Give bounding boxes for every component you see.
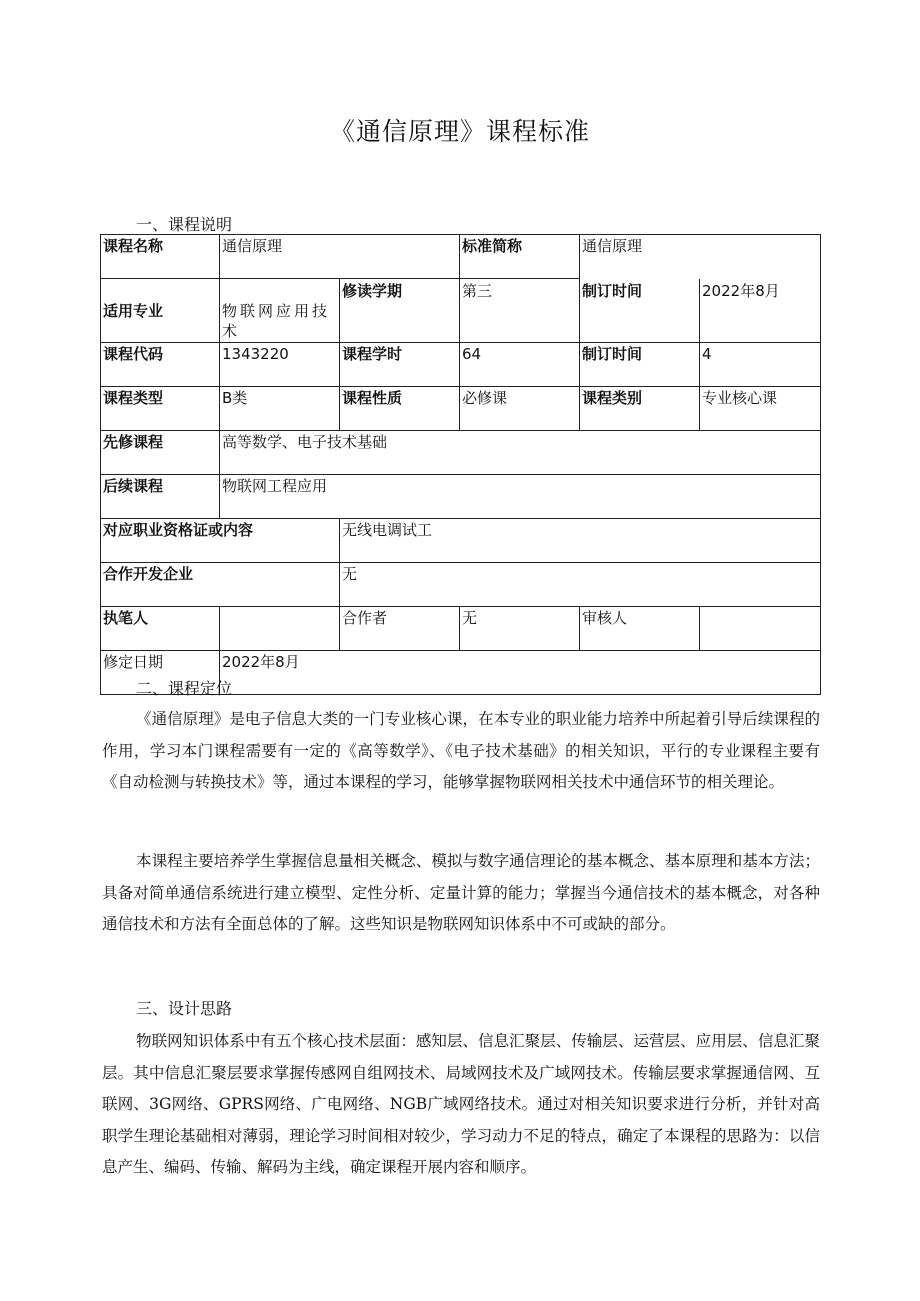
label-hours: 课程学时: [340, 343, 460, 387]
label-made-time: 制订时间: [580, 279, 700, 343]
label-prereq: 先修课程: [101, 431, 220, 475]
label-category: 课程类别: [580, 387, 700, 431]
label-coauthor: 合作者: [340, 607, 460, 651]
section-heading-design-ideas: 三、设计思路: [136, 999, 233, 1018]
label-enterprise: 合作开发企业: [101, 563, 340, 607]
section-heading-course-positioning: 二、课程定位: [136, 679, 233, 698]
value-revise-date: 2022年8月: [220, 651, 821, 695]
value-code: 1343220: [220, 343, 340, 387]
value-major: 物联网应用技术: [220, 279, 340, 343]
value-enterprise: 无: [340, 563, 821, 607]
paragraph-positioning-1: 《通信原理》是电子信息大类的一门专业核心课，在本专业的职业能力培养中所起着引导后续课程的作用，学习本门课程需要有一定的《高等数学》、《电子技术基础》的相关知识，平行的专业课程主要有《自动检测与转换技术》等，通过本课程的学习，能够掌握物联网相关技术中通信环节的相关理论。: [102, 710, 820, 791]
value-course-name: 通信原理: [220, 235, 460, 279]
value-reviewer: [700, 607, 821, 651]
label-term: 修读学期: [340, 279, 460, 343]
value-made-time: 2022年8月: [700, 279, 821, 343]
value-followup: 物联网工程应用: [220, 475, 821, 519]
label-short-name: 标准简称: [460, 235, 580, 279]
value-category: 专业核心课: [700, 387, 821, 431]
label-nature: 课程性质: [340, 387, 460, 431]
value-made-time-2: 4: [700, 343, 821, 387]
label-made-time-2: 制订时间: [580, 343, 700, 387]
value-author: [220, 607, 340, 651]
value-hours: 64: [460, 343, 580, 387]
value-coauthor: 无: [460, 607, 580, 651]
label-followup: 后续课程: [101, 475, 220, 519]
value-nature: 必修课: [460, 387, 580, 431]
value-cert: 无线电调试工: [340, 519, 821, 563]
course-info-table: [100, 234, 821, 695]
value-short-name: 通信原理: [580, 235, 821, 279]
label-code: 课程代码: [101, 343, 220, 387]
value-term: 第三: [460, 279, 580, 343]
document-title: 《通信原理》课程标准: [329, 117, 590, 146]
paragraph-design-ideas: 物联网知识体系中有五个核心技术层面：感知层、信息汇聚层、传输层、运营层、应用层、信息汇聚层。其中信息汇聚层要求掌握传感网自组网技术、局域网技术及广域网技术。传输层要求掌握通信网、互联网、3G网络、GPRS网络、广电网络、NGB广域网络技术。通过对相关知识要求进行分析，并针对高职学生理论基础相对薄弱，理论学习时间相对较少，学习动力不足的特点，确定了本课程的思路为：以信息产生、编码、传输、解码为主线，确定课程开展内容和顺序。: [102, 1032, 820, 1176]
label-revise-date: 修定日期: [101, 651, 220, 695]
label-cert: 对应职业资格证或内容: [101, 519, 340, 563]
label-author: 执笔人: [101, 607, 220, 651]
label-course-name: 课程名称: [101, 235, 220, 279]
paragraph-positioning-2: 本课程主要培养学生掌握信息量相关概念、模拟与数字通信理论的基本概念、基本原理和基本方法；具备对简单通信系统进行建立模型、定性分析、定量计算的能力；掌握当今通信技术的基本概念，对各种通信技术和方法有全面总体的了解。这些知识是物联网知识体系中不可或缺的部分。: [102, 852, 820, 933]
value-type: B类: [220, 387, 340, 431]
label-major: 适用专业: [101, 279, 220, 343]
section-heading-course-description: 一、课程说明: [136, 215, 233, 234]
label-reviewer: 审核人: [580, 607, 700, 651]
label-type: 课程类型: [101, 387, 220, 431]
value-prereq: 高等数学、电子技术基础: [220, 431, 821, 475]
